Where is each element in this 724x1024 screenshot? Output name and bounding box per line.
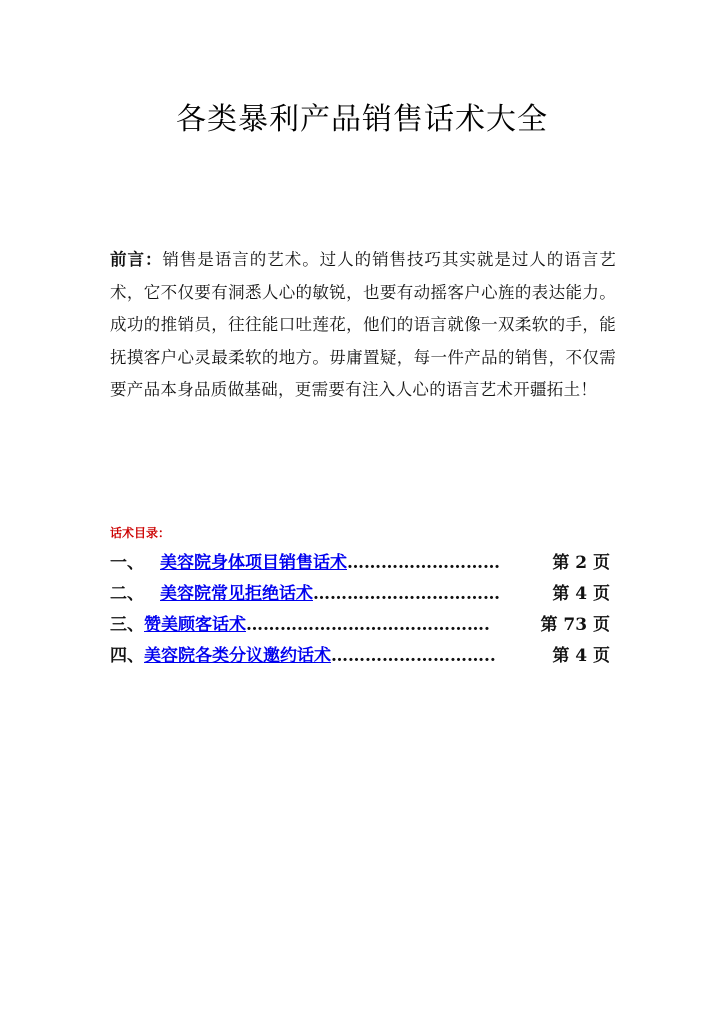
toc-link-rejections[interactable]: 美容院常见拒绝话术 xyxy=(160,584,313,604)
preface-paragraph xyxy=(110,244,616,407)
preface-text: 销售是语言的艺术。过人的销售技巧其实就是过人的语言艺术，它不仅要有洞悉人心的敏锐，也要有动摇客户心旌的表达能力。成功的推销员，往往能口吐莲花，他们的语言就像一双柔软的手，能抚摸客户心灵最柔软的地方。毋庸置疑，每一件产品的销售，不仅需要产品本身品质做基础，更需要有注入人心的语言艺术开疆拓土！ xyxy=(110,250,616,399)
toc-page-number: 第 73 页 xyxy=(540,615,610,635)
toc-page-number: 第 4 页 xyxy=(552,646,610,666)
toc-leader-dots: ……………………….. xyxy=(331,646,496,666)
toc-link-praise[interactable]: 赞美顾客话术 xyxy=(144,615,246,635)
toc-item-1 xyxy=(110,548,610,579)
toc-heading: 话术目录： xyxy=(110,526,171,540)
table-of-contents xyxy=(110,548,610,672)
toc-item-4 xyxy=(110,641,610,672)
toc-link-body-projects[interactable]: 美容院身体项目销售话术 xyxy=(160,553,347,573)
toc-item-3 xyxy=(110,610,610,641)
toc-item-number: 四、 xyxy=(110,646,144,666)
toc-item-2 xyxy=(110,579,610,610)
toc-item-number: 三、 xyxy=(110,615,144,635)
toc-leader-dots: ……………………… xyxy=(347,553,500,573)
toc-page-number: 第 4 页 xyxy=(552,584,610,604)
toc-page-number: 第 2 页 xyxy=(552,553,610,573)
toc-item-number: 一、 xyxy=(110,553,144,573)
preface-label: 前言： xyxy=(110,250,163,269)
toc-link-invitations[interactable]: 美容院各类分议邀约话术 xyxy=(144,646,331,666)
toc-item-number: 二、 xyxy=(110,584,144,604)
toc-leader-dots: ……………………………………. xyxy=(246,615,490,635)
toc-leader-dots: …………………………… xyxy=(313,584,500,604)
document-title: 各类暴利产品销售话术大全 xyxy=(176,102,548,137)
